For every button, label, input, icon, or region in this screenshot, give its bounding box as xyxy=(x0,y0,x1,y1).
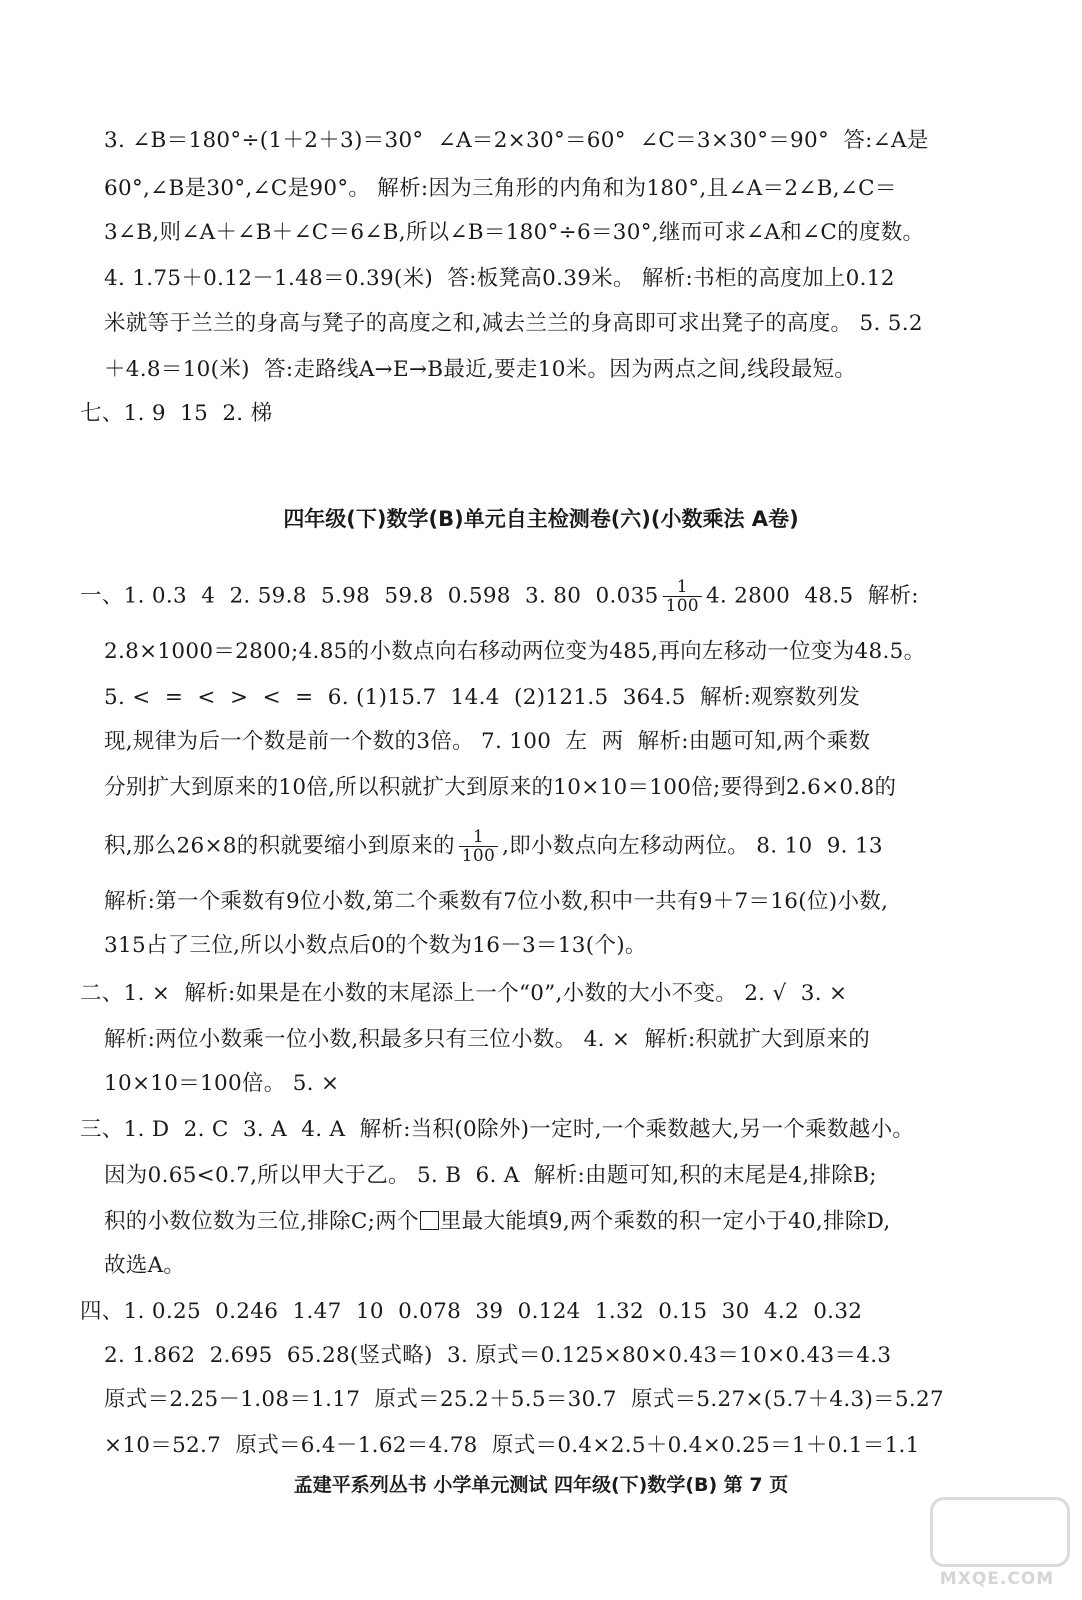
text-line: 60°,∠B是30°,∠C是90°。 解析:因为三角形的内角和为180°,且∠A＝2∠B,∠C＝ xyxy=(104,176,897,201)
watermark-logo xyxy=(922,1495,1072,1595)
text-line: 米就等于兰兰的身高与凳子的高度之和,减去兰兰的身高即可求出凳子的高度。 5. 5.2 xyxy=(104,311,923,336)
text-line: ×10＝52.7 原式＝6.4－1.62＝4.78 原式＝0.4×2.5＋0.4×0.25＝1＋0.1＝1.1 xyxy=(104,1433,920,1458)
text-line: 四、1. 0.25 0.246 1.47 10 0.078 39 0.124 1.32 0.15 30 4.2 0.32 xyxy=(80,1299,863,1324)
fraction xyxy=(459,828,498,865)
text-line: 2. 1.862 2.695 65.28(竖式略) 3. 原式＝0.125×80×0.43＝10×0.43＝4.3 xyxy=(104,1343,892,1368)
text-line: ＋4.8＝10(米) 答:走路线A→E→B最近,要走10米。因为两点之间,线段最短。 xyxy=(104,357,857,382)
text-line: 分别扩大到原来的10倍,所以积就扩大到原来的10×10＝100倍;要得到2.6×0.8的 xyxy=(104,775,897,800)
text-segment: 4. 2800 48.5 解析: xyxy=(705,583,919,609)
text-line: 故选A。 xyxy=(104,1253,186,1278)
fraction-numerator: 1 xyxy=(663,578,702,597)
fraction-numerator: 1 xyxy=(459,828,498,847)
text-line: 4. 1.75＋0.12－1.48＝0.39(米) 答:板凳高0.39米。 解析:书柜的高度加上0.12 xyxy=(104,266,895,291)
text-line: 315占了三位,所以小数点后0的个数为16－3＝13(个)。 xyxy=(104,933,647,958)
text-line xyxy=(80,578,940,615)
text-segment: 积的小数位数为三位,排除C;两个 xyxy=(104,1209,419,1234)
text-line: 二、1. × 解析:如果是在小数的末尾添上一个“0”,小数的大小不变。 2. √ 3. × xyxy=(80,981,848,1006)
text-line: 解析:两位小数乘一位小数,积最多只有三位小数。 4. × 解析:积就扩大到原来的 xyxy=(104,1027,870,1052)
text-line xyxy=(104,828,964,865)
text-line xyxy=(104,1206,964,1238)
section-title: 四年级(下)数学(B)单元自主检测卷(六)(小数乘法 A卷) xyxy=(283,507,799,531)
watermark-badge-icon xyxy=(930,1497,1070,1567)
fraction-denominator: 100 xyxy=(461,846,496,866)
text-line: 3∠B,则∠A＋∠B＋∠C＝6∠B,所以∠B＝180°÷6＝30°,继而可求∠A和∠C的度数。 xyxy=(104,220,925,245)
text-segment: 积,那么26×8的积就要缩小到原来的 xyxy=(104,833,455,859)
text-segment: ,即小数点向左移动两位。 8. 10 9. 13 xyxy=(502,833,883,859)
page-footer: 孟建平系列丛书 小学单元测试 四年级(下)数学(B) 第 7 页 xyxy=(293,1474,789,1496)
text-line: 因为0.65<0.7,所以甲大于乙。 5. B 6. A 解析:由题可知,积的末尾是4,排除B; xyxy=(104,1163,877,1188)
fraction xyxy=(663,578,702,615)
fraction-denominator: 100 xyxy=(665,596,699,616)
text-line: 10×10＝100倍。 5. × xyxy=(104,1071,340,1096)
text-line: 七、1. 9 15 2. 梯 xyxy=(80,401,273,426)
text-line: 现,规律为后一个数是前一个数的3倍。 7. 100 左 两 解析:由题可知,两个乘数 xyxy=(104,729,871,754)
blank-box-icon xyxy=(420,1211,439,1230)
watermark-text: MXQE.COM xyxy=(939,1569,1055,1589)
text-segment: 一、1. 0.3 4 2. 59.8 5.98 59.8 0.598 3. 80 0.035 xyxy=(80,583,659,609)
text-line: 3. ∠B＝180°÷(1＋2＋3)＝30° ∠A＝2×30°＝60° ∠C＝3×30°＝90° 答:∠A是 xyxy=(104,128,929,153)
text-segment: 里最大能填9,两个乘数的积一定小于40,排除D, xyxy=(439,1209,891,1234)
text-line: 5. < = < > < = 6. (1)15.7 14.4 (2)121.5 364.5 解析:观察数列发 xyxy=(104,685,861,710)
text-line: 解析:第一个乘数有9位小数,第二个乘数有7位小数,积中一共有9＋7＝16(位)小数, xyxy=(104,889,889,914)
text-line: 原式＝2.25－1.08＝1.17 原式＝25.2＋5.5＝30.7 原式＝5.27×(5.7＋4.3)＝5.27 xyxy=(104,1387,945,1412)
text-line: 三、1. D 2. C 3. A 4. A 解析:当积(0除外)一定时,一个乘数越大,另一个乘数越小。 xyxy=(80,1117,915,1142)
text-line: 2.8×1000＝2800;4.85的小数点向右移动两位变为485,再向左移动一位变为48.5。 xyxy=(104,639,926,664)
